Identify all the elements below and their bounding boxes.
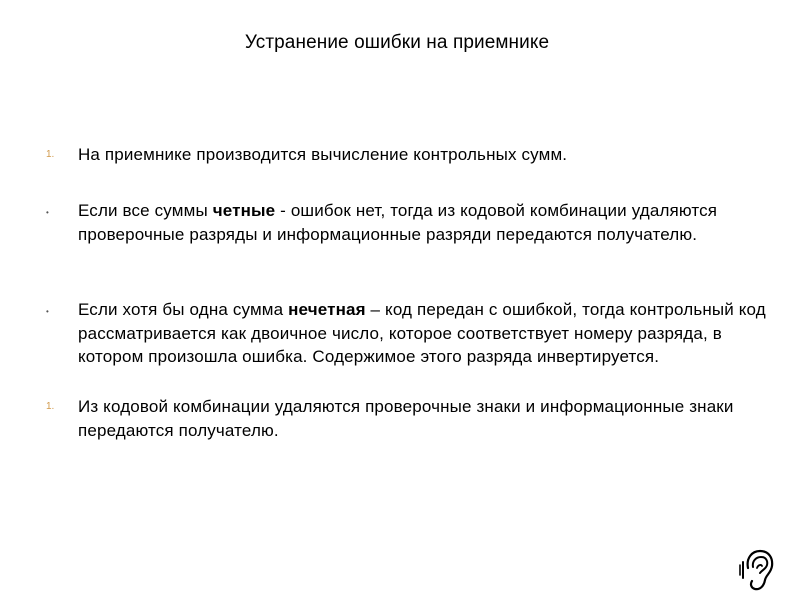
item-text-prefix: Если хотя бы одна сумма bbox=[78, 300, 289, 319]
list-item bbox=[78, 298, 768, 369]
ear-icon bbox=[738, 548, 776, 592]
item-text-suffix: – код передан с ошибкой, тогда контрольный код рассматривается как двоичное число, которое соответствует номеру разряда, в котором произошла ошибка. Содержимое этого разряда инвертируется. bbox=[78, 300, 766, 366]
item-text: На приемнике производится вычисление контрольных сумм. bbox=[78, 145, 568, 164]
item-text-suffix: - ошибок нет, тогда из кодовой комбинации удаляются проверочные разряды и информационные разряди передаются получателю. bbox=[78, 201, 718, 244]
slide-title: Устранение ошибки на приемнике bbox=[244, 32, 550, 53]
list-item bbox=[78, 395, 768, 442]
item-text-bold: нечетная bbox=[288, 300, 366, 319]
list-marker-bullet: • bbox=[46, 307, 49, 316]
list-marker-bullet: • bbox=[46, 208, 49, 217]
list-marker-number: 1. bbox=[46, 401, 55, 412]
list-item bbox=[78, 143, 768, 167]
list-marker-number: 1. bbox=[46, 149, 55, 160]
item-text-prefix: Если все суммы bbox=[78, 201, 213, 220]
item-text-bold: четные bbox=[212, 201, 276, 220]
item-text: Из кодовой комбинации удаляются проверочные знаки и информационные знаки передаются получателю. bbox=[78, 397, 734, 440]
list-item bbox=[78, 199, 768, 246]
